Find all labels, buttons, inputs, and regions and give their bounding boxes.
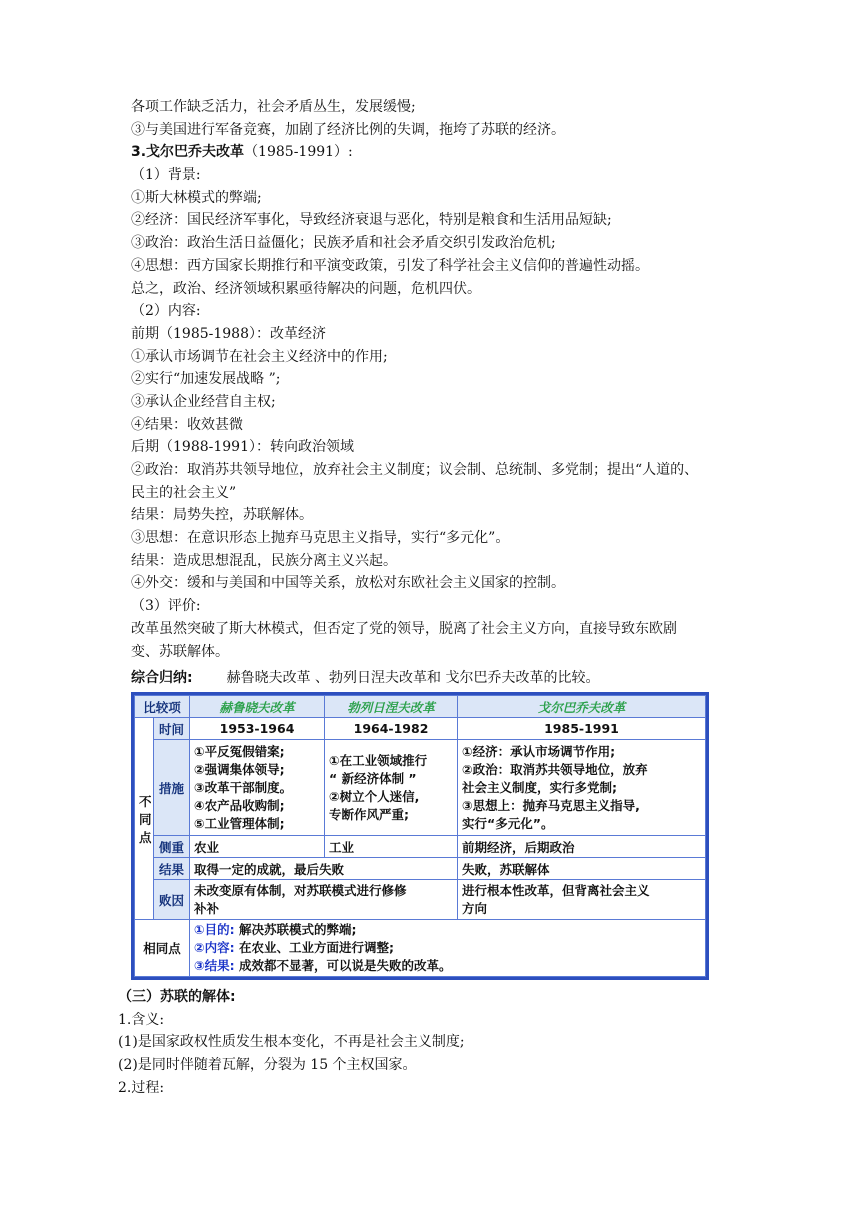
row-label-focus: 侧重 xyxy=(154,836,190,858)
measure-item: 专断作风严重; xyxy=(329,806,410,822)
text-line: 前期（1985-1988）：改革经济 xyxy=(131,325,326,342)
text-line: (1)是国家政权性质发生根本变化，不再是社会主义制度; xyxy=(118,1034,465,1051)
cause-line: 补补 xyxy=(194,900,220,916)
text-line: ①承认市场调节在社会主义经济中的作用; xyxy=(131,348,388,365)
text-line: ③政治：政治生活日益僵化；民族矛盾和社会矛盾交织引发政治危机; xyxy=(131,235,556,252)
dissolution-section xyxy=(118,986,738,1099)
cell-measures-khrushchev xyxy=(190,740,325,836)
table-header-row xyxy=(135,696,706,718)
similarity-item xyxy=(194,921,701,939)
similarity-item xyxy=(194,957,701,975)
measure-item: ②政治：取消苏共领导地位，放弃 xyxy=(462,761,648,777)
summary-line xyxy=(131,667,600,689)
text-line: 结果：局势失控，苏联解体。 xyxy=(131,507,313,524)
similarities-label: 相同点 xyxy=(135,920,190,977)
text-line: 2.过程: xyxy=(118,1079,165,1096)
dissolution-heading: （三）苏联的解体: xyxy=(118,989,236,1005)
text-line: 变、苏联解体。 xyxy=(131,643,229,660)
header-khrushchev: 赫鲁晓夫改革 xyxy=(190,696,325,718)
differences-label xyxy=(135,718,154,920)
text-line: ③与美国进行军备竞赛，加剧了经济比例的失调，拖垮了苏联的经济。 xyxy=(131,121,565,138)
text-line: ②政治：取消苏共领导地位，放弃社会主义制度；议会制、总统制、多党制；提出“人道的、 xyxy=(131,462,699,478)
table-row-focus xyxy=(135,836,706,858)
text-line: ①斯大林模式的弊端; xyxy=(131,189,262,206)
cell-similarities xyxy=(190,920,706,977)
cell-focus-khrushchev: 农业 xyxy=(190,836,325,858)
diff-char: 不 xyxy=(139,793,152,809)
measure-item: “ 新经济体制 ” xyxy=(329,770,417,786)
diff-char: 同 xyxy=(139,811,152,827)
upper-text-block xyxy=(131,96,731,663)
cause-line: 未改变原有体制，对苏联模式进行修修 xyxy=(194,882,407,898)
measure-item: ①经济：承认市场调节作用; xyxy=(462,743,616,759)
measure-item: ③改革干部制度。 xyxy=(194,779,293,795)
text-line: ④思想：西方国家长期推行和平演变政策，引发了科学社会主义信仰的普遍性动摇。 xyxy=(131,257,649,274)
measure-item: ③思想上：抛弃马克思主义指导, xyxy=(462,797,640,813)
subheading-content: （2）内容: xyxy=(131,303,201,320)
text-line: 各项工作缺乏活力，社会矛盾丛生，发展缓慢; xyxy=(131,99,416,115)
section-heading xyxy=(131,141,731,164)
cause-line: 进行根本性改革，但背离社会主义 xyxy=(462,882,650,898)
cell-cause-gorbachev xyxy=(458,880,706,920)
cause-line: 方向 xyxy=(462,900,488,916)
similarity-key: ①目的: xyxy=(194,922,235,937)
row-label-time: 时间 xyxy=(154,718,190,740)
text-line: ②经济：国民经济军事化，导致经济衰退与恶化，特别是粮食和生活用品短缺; xyxy=(131,212,612,229)
row-label-measures: 措施 xyxy=(154,740,190,836)
cell-focus-brezhnev: 工业 xyxy=(325,836,458,858)
text-line: 后期（1988-1991）：转向政治领域 xyxy=(131,439,354,456)
text-line: 民主的社会主义” xyxy=(131,484,237,501)
heading-text: 3.戈尔巴乔夫改革 xyxy=(131,144,245,161)
measure-item: ④农产品收购制; xyxy=(194,797,285,813)
text-line: 结果：造成思想混乱，民族分离主义兴起。 xyxy=(131,552,397,569)
measure-item: ①平反冤假错案; xyxy=(194,743,285,759)
measure-item: ②树立个人迷信, xyxy=(329,788,420,804)
comparison-table xyxy=(134,695,706,977)
subheading-evaluation: （3）评价: xyxy=(131,598,201,615)
table-row-cause xyxy=(135,880,706,920)
summary-label: 综合归纳: xyxy=(131,670,193,686)
measure-item: ⑤工业管理体制; xyxy=(194,815,285,831)
cell-measures-gorbachev xyxy=(458,740,706,836)
header-compare-item: 比较项 xyxy=(135,696,190,718)
text-line: (2)是同时伴随着瓦解，分裂为 15 个主权国家。 xyxy=(118,1057,417,1074)
text-line: ③承认企业经营自主权; xyxy=(131,393,276,410)
summary-text: 赫鲁晓夫改革 、勃列日涅夫改革和 戈尔巴乔夫改革的比较。 xyxy=(226,670,600,686)
measure-item: 社会主义制度，实行多党制; xyxy=(462,779,618,795)
similarity-value: 在农业、工业方面进行调整; xyxy=(234,940,394,955)
measure-item: ①在工业领域推行 xyxy=(329,752,428,768)
text-line: ④结果：收效甚微 xyxy=(131,416,243,433)
cell-measures-brezhnev xyxy=(325,740,458,836)
table-row-measures xyxy=(135,740,706,836)
table-row-time xyxy=(135,718,706,740)
measure-item: 实行“多元化”。 xyxy=(462,815,554,831)
heading-years: （1985-1991）: xyxy=(244,144,353,161)
similarity-item xyxy=(194,939,701,957)
text-line: ③思想：在意识形态上抛弃马克思主义指导，实行“多元化”。 xyxy=(131,530,510,547)
similarity-value: 解决苏联模式的弊端; xyxy=(234,922,357,937)
row-label-cause: 败因 xyxy=(154,880,190,920)
diff-char: 点 xyxy=(139,829,152,845)
similarity-key: ③结果: xyxy=(194,958,235,973)
similarity-value: 成效都不显著，可以说是失败的改革。 xyxy=(234,958,452,973)
table-row-similarities xyxy=(135,920,706,977)
text-line: ④外交：缓和与美国和中国等关系，放松对东欧社会主义国家的控制。 xyxy=(131,575,565,592)
cell-result-gorbachev: 失败，苏联解体 xyxy=(458,858,706,880)
similarity-key: ②内容: xyxy=(194,940,235,955)
text-line: 总之，政治、经济领域积累亟待解决的问题，危机四伏。 xyxy=(131,280,481,297)
measure-item: ②强调集体领导; xyxy=(194,761,285,777)
comparison-table-frame xyxy=(131,692,709,980)
cell-cause-khrushchev-brezhnev xyxy=(190,880,458,920)
header-gorbachev: 戈尔巴乔夫改革 xyxy=(458,696,706,718)
table-row-result xyxy=(135,858,706,880)
subheading-background: （1）背景: xyxy=(131,167,201,184)
cell-time-brezhnev: 1964-1982 xyxy=(325,718,458,740)
cell-time-gorbachev: 1985-1991 xyxy=(458,718,706,740)
cell-result-khrushchev-brezhnev: 取得一定的成就，最后失败 xyxy=(190,858,458,880)
text-line: 1.含义: xyxy=(118,1011,165,1028)
cell-focus-gorbachev: 前期经济，后期政治 xyxy=(458,836,706,858)
text-line: ②实行“加速发展战略 ”; xyxy=(131,371,281,388)
cell-time-khrushchev: 1953-1964 xyxy=(190,718,325,740)
header-brezhnev: 勃列日涅夫改革 xyxy=(325,696,458,718)
row-label-result: 结果 xyxy=(154,858,190,880)
text-line: 改革虽然突破了斯大林模式，但否定了党的领导，脱离了社会主义方向，直接导致东欧剧 xyxy=(131,620,677,637)
